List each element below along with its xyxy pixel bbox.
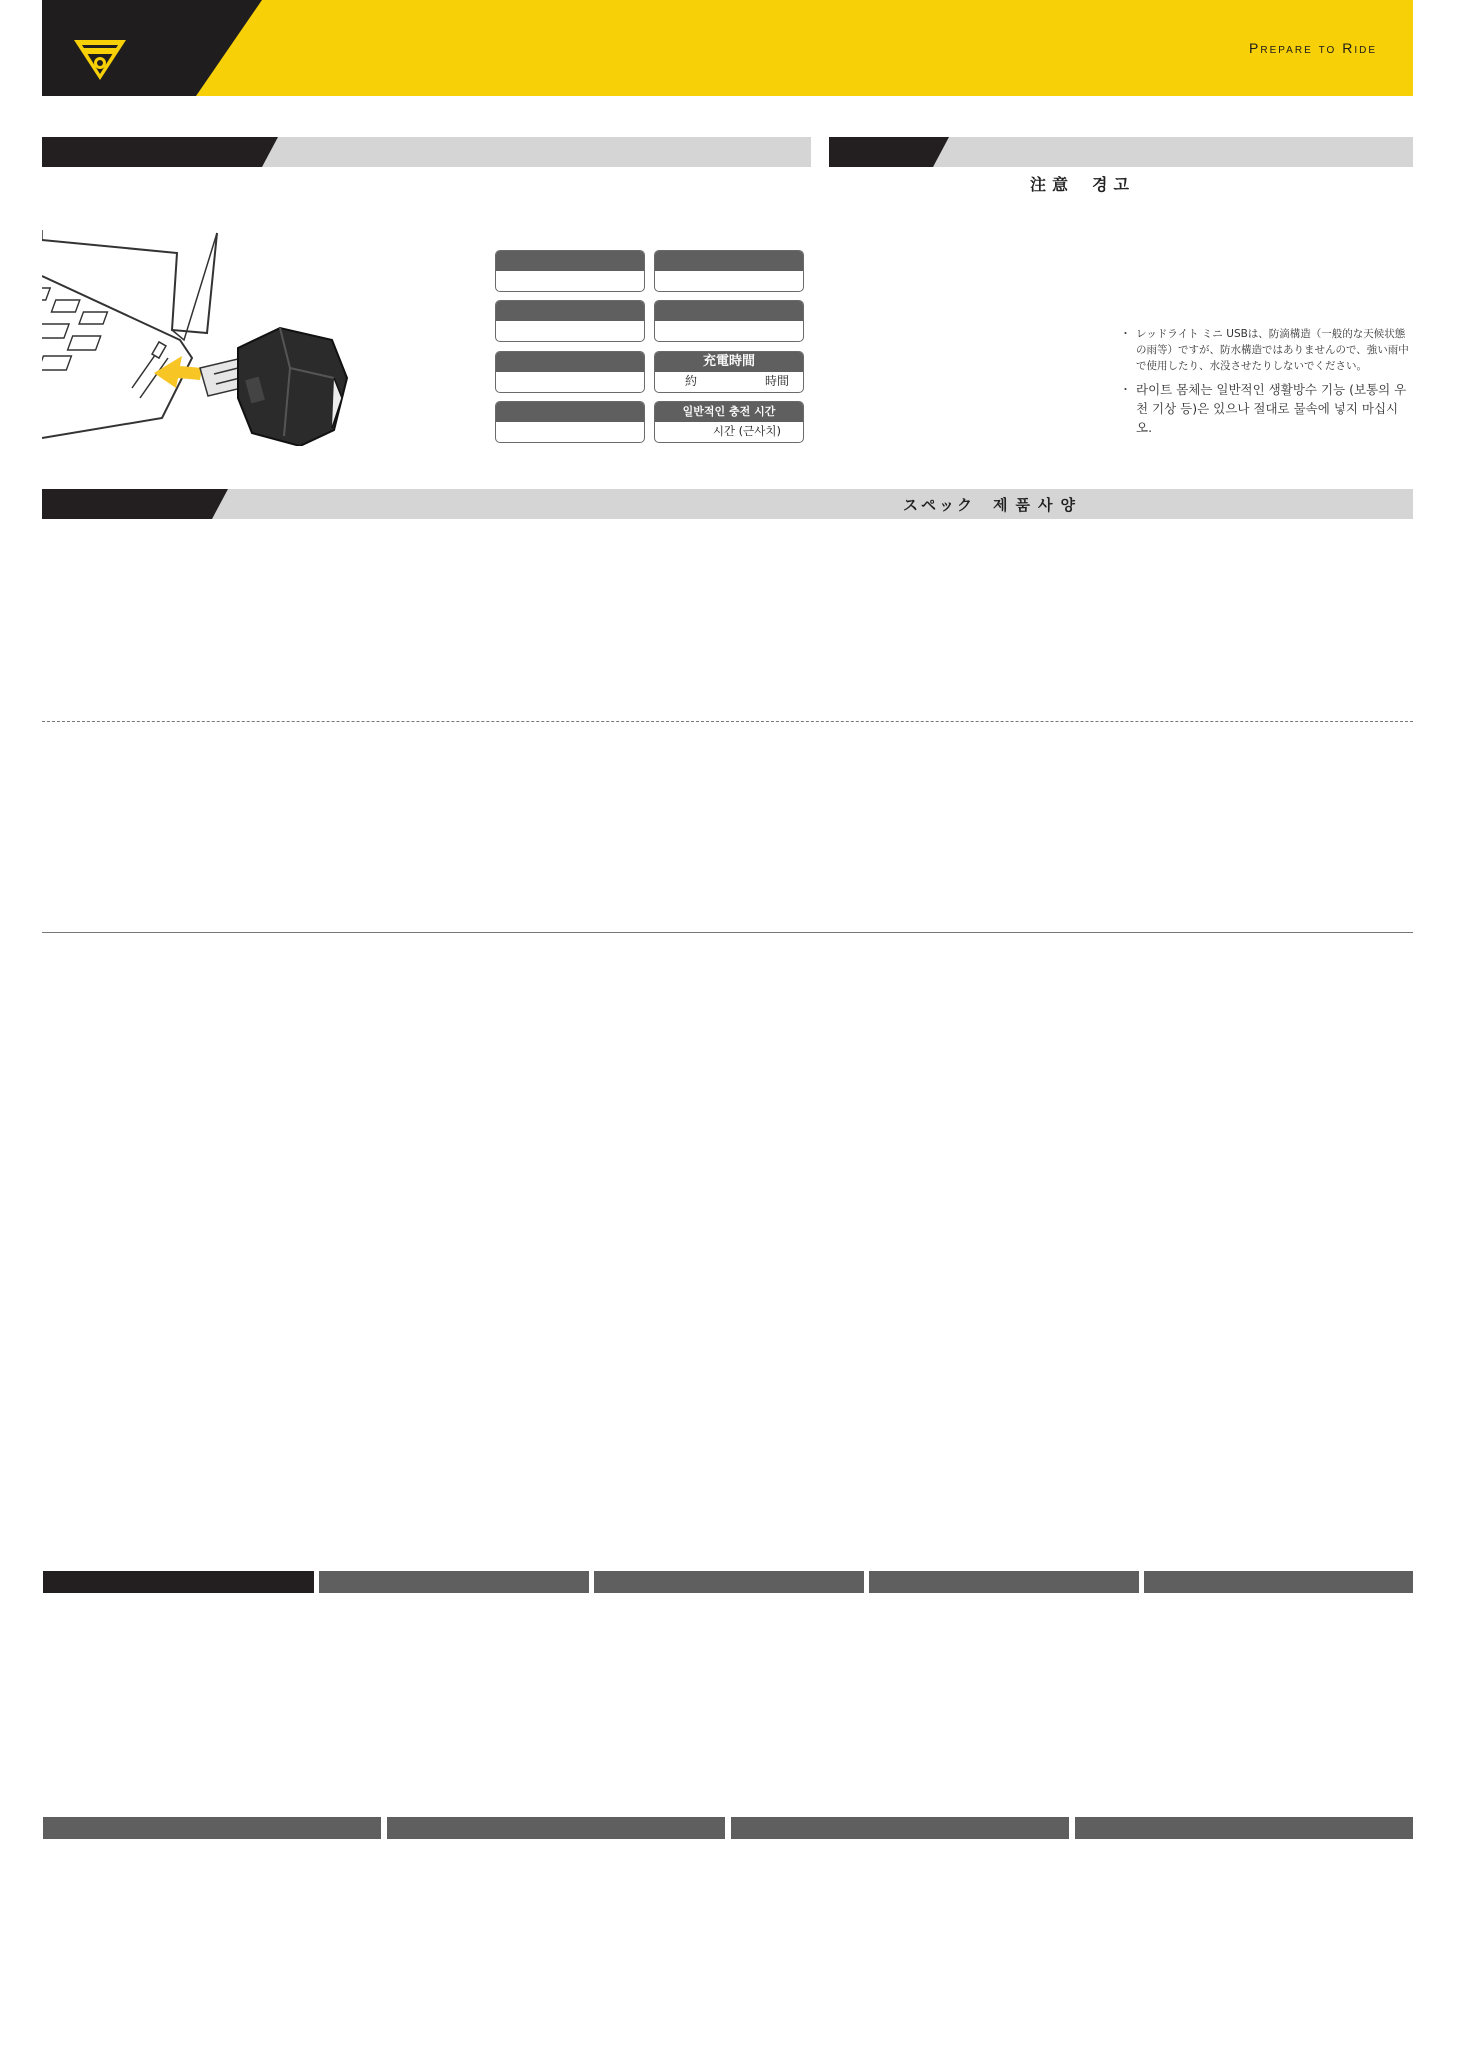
charge-box-ko — [654, 401, 804, 443]
charge-value-approx: 約 — [685, 374, 698, 388]
warning-item-jp: ・ レッドライト ミニ USBは、防滴構造（一般的な天候状態の雨等）ですが、防水構造ではありませんので、強い雨中で使用したり、水没させたりしないでください。 — [1120, 326, 1410, 374]
charge-box — [495, 351, 645, 393]
section-bar-tab — [42, 489, 228, 519]
charge-box-value — [655, 372, 803, 391]
specs-title-jp: スペック — [903, 496, 976, 514]
section-bar-tab — [829, 137, 949, 167]
charge-box-head — [496, 352, 644, 372]
charge-box-head — [655, 251, 803, 271]
charge-box-value — [655, 321, 803, 340]
section-bar-warning — [829, 137, 1413, 167]
header-tagline: Prepare to Ride — [1249, 40, 1377, 56]
charge-box-head — [655, 301, 803, 321]
charge-box — [495, 250, 645, 292]
charge-box-jp — [654, 351, 804, 393]
topeak-logo-icon — [70, 36, 130, 84]
dashed-divider — [42, 721, 1413, 722]
table-header-cell — [43, 1817, 381, 1839]
charge-box-value — [496, 372, 644, 391]
section-bar-charging — [42, 137, 811, 167]
table-header-cell — [319, 1571, 589, 1593]
table-header-row — [43, 1571, 1413, 1593]
warning-list — [1120, 326, 1410, 437]
table-header-row — [43, 1817, 1413, 1839]
charge-box-value — [496, 321, 644, 340]
specs-title — [903, 494, 1083, 515]
charge-box-value — [655, 271, 803, 290]
charge-box-value — [496, 422, 644, 441]
table-header-cell — [1144, 1571, 1413, 1593]
usb-charging-illustration — [42, 228, 362, 446]
table-header-cell — [731, 1817, 1069, 1839]
charge-box-head — [496, 251, 644, 271]
charge-box-head: 充電時間 — [655, 352, 803, 372]
charge-box — [654, 250, 804, 292]
charge-value-unit: 時間 — [764, 374, 789, 388]
charge-box — [495, 401, 645, 443]
section-bar-specs — [42, 489, 1413, 519]
header-banner — [42, 0, 1413, 96]
warning-title-jp: 注意 — [1030, 175, 1075, 194]
charge-box-head — [496, 402, 644, 422]
charge-box-head: 일반적인 충전 시간 — [655, 402, 803, 422]
charge-box-value: 시간 (근사치) — [712, 424, 781, 438]
table-header-cell — [594, 1571, 864, 1593]
warning-title — [1030, 172, 1153, 195]
warning-item-ko: ・ 라이트 몸체는 일반적인 생활방수 기능 (보통의 우천 기상 등)은 있으나 절대로 물속에 넣지 마십시오. — [1120, 380, 1410, 437]
table-header-cell — [869, 1571, 1139, 1593]
charge-box — [654, 300, 804, 342]
table-header-cell — [43, 1571, 314, 1593]
specs-title-ko: 제품사양 — [993, 496, 1083, 514]
section-bar-tab — [42, 137, 278, 167]
charge-box — [495, 300, 645, 342]
charge-box-value — [496, 271, 644, 290]
table-header-cell — [1075, 1817, 1413, 1839]
table-header-cell — [387, 1817, 725, 1839]
charge-box-head — [496, 301, 644, 321]
solid-divider — [42, 932, 1413, 933]
warning-title-ko: 경고 — [1092, 175, 1135, 194]
